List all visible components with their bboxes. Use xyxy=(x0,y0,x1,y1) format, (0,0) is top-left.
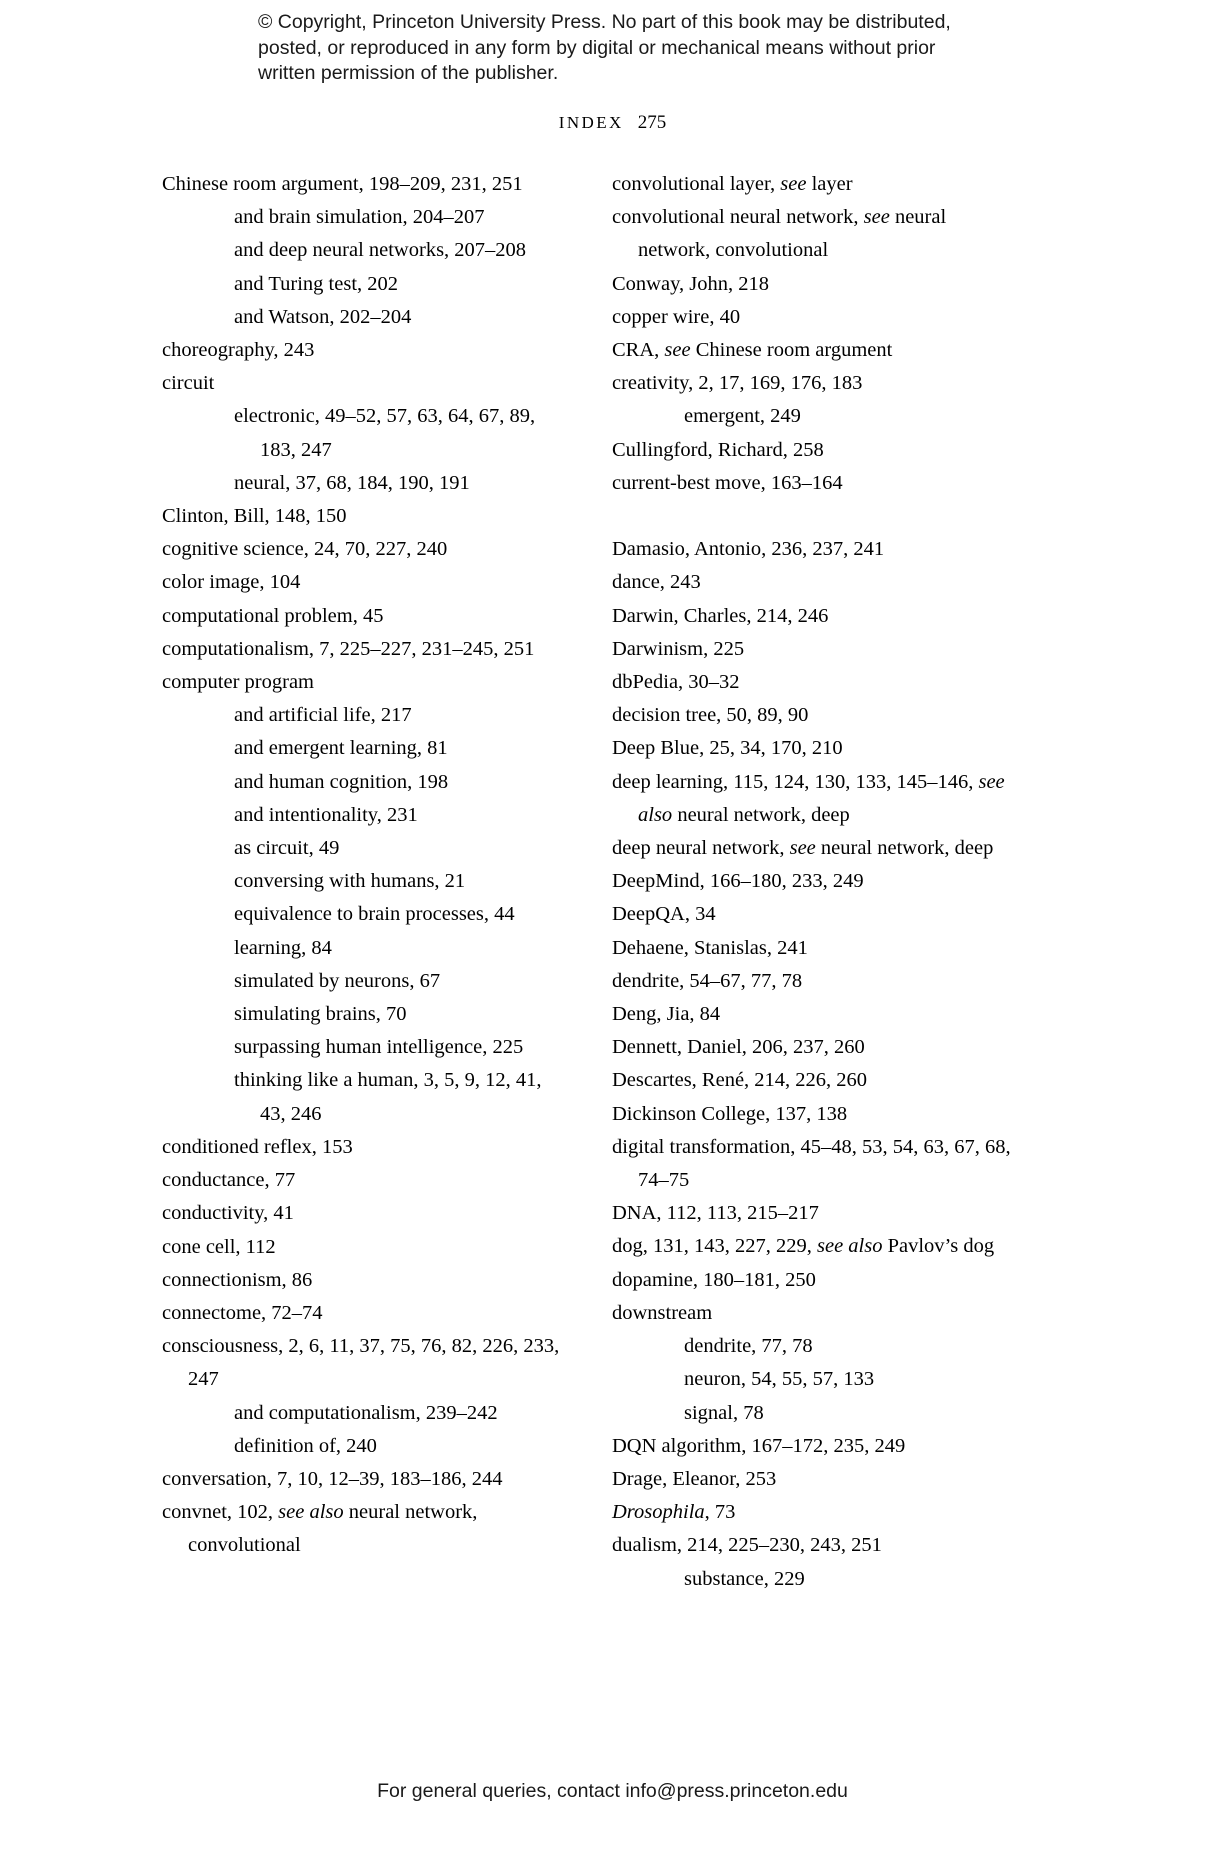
index-subentry: and Turing test, 202 xyxy=(234,272,399,295)
index-subentry: signal, 78 xyxy=(684,1401,764,1424)
index-entry: Dehaene, Stanislas, 241 xyxy=(612,936,808,959)
index-entry: computationalism, 7, 225–227, 231–245, 251 xyxy=(162,637,535,660)
index-subentry: equivalence to brain processes, 44 xyxy=(234,903,515,926)
index-subentry: and emergent learning, 81 xyxy=(234,737,448,760)
index-subentry: surpassing human intelligence, 225 xyxy=(234,1036,524,1059)
index-subentry: simulated by neurons, 67 xyxy=(234,969,441,992)
index-entry: Dickinson College, 137, 138 xyxy=(612,1102,848,1125)
index-entry: dance, 243 xyxy=(612,571,701,594)
index-entry: Drage, Eleanor, 253 xyxy=(612,1467,777,1490)
index-entry: conductivity, 41 xyxy=(162,1202,294,1225)
index-entry: dbPedia, 30–32 xyxy=(612,671,740,694)
index-entry: convolutional layer, see layer xyxy=(612,173,853,195)
index-entry: convolutional neural network, see neural network, convolutional xyxy=(612,206,947,262)
index-subentry: conversing with humans, 21 xyxy=(234,870,466,893)
index-entry: dendrite, 54–67, 77, 78 xyxy=(612,969,803,992)
index-entry: Deep Blue, 25, 34, 170, 210 xyxy=(612,737,843,760)
index-entry: Darwin, Charles, 214, 246 xyxy=(612,604,829,627)
index-subentry: dendrite, 77, 78 xyxy=(684,1335,813,1358)
index-subentry: definition of, 240 xyxy=(234,1434,377,1457)
index-entry: color image, 104 xyxy=(162,571,301,594)
index-entry: conversation, 7, 10, 12–39, 183–186, 244 xyxy=(162,1467,503,1490)
index-entry: Damasio, Antonio, 236, 237, 241 xyxy=(612,538,885,561)
index-subentry: and intentionality, 231 xyxy=(234,803,418,826)
index-entry: downstream xyxy=(612,1301,713,1324)
index-entry: digital transformation, 45–48, 53, 54, 63, 67, 68, 74–75 xyxy=(612,1135,1011,1192)
index-subentry: and Watson, 202–204 xyxy=(234,305,412,328)
index-entry: Darwinism, 225 xyxy=(612,637,745,660)
index-entry: consciousness, 2, 6, 11, 37, 75, 76, 82, 226, 233, 247 xyxy=(162,1335,560,1391)
index-column-right xyxy=(612,168,1022,1596)
index-entry: Chinese room argument, 198–209, 231, 251 xyxy=(162,173,523,195)
index-subentry: thinking like a human, 3, 5, 9, 12, 41, 43, 246 xyxy=(234,1069,542,1125)
page-number: 275 xyxy=(637,112,667,133)
index-entry: circuit xyxy=(162,372,215,395)
index-entry: conductance, 77 xyxy=(162,1169,296,1192)
index-subentry: neuron, 54, 55, 57, 133 xyxy=(684,1368,875,1391)
index-entry: Conway, John, 218 xyxy=(612,272,769,295)
index-subentry: and brain simulation, 204–207 xyxy=(234,206,485,229)
index-entry: Deng, Jia, 84 xyxy=(612,1003,721,1026)
index-subentry: emergent, 249 xyxy=(684,405,801,428)
index-entry: choreography, 243 xyxy=(162,339,315,362)
index-subentry: neural, 37, 68, 184, 190, 191 xyxy=(234,471,470,494)
index-entry: Dennett, Daniel, 206, 237, 260 xyxy=(612,1036,865,1059)
index-subentry: and deep neural networks, 207–208 xyxy=(234,239,527,262)
index-entry: DQN algorithm, 167–172, 235, 249 xyxy=(612,1434,906,1457)
index-entry: copper wire, 40 xyxy=(612,305,741,328)
index-columns xyxy=(0,168,1225,1590)
index-subentry: electronic, 49–52, 57, 63, 64, 67, 89, 183, 247 xyxy=(234,405,536,461)
footer-queries: For general queries, contact info@press.princeton.edu xyxy=(377,1780,848,1802)
running-head xyxy=(0,112,1225,134)
index-entry: cone cell, 112 xyxy=(162,1235,276,1258)
index-entry: deep learning, 115, 124, 130, 133, 145–146, see also neural network, deep xyxy=(612,770,1005,826)
index-subentry: and computationalism, 239–242 xyxy=(234,1401,498,1424)
index-entry: Descartes, René, 214, 226, 260 xyxy=(612,1069,868,1092)
index-subentry: simulating brains, 70 xyxy=(234,1003,407,1026)
index-entry: current-best move, 163–164 xyxy=(612,471,843,494)
index-entry: connectionism, 86 xyxy=(162,1268,313,1291)
index-entry: Drosophila, 73 xyxy=(612,1501,736,1524)
index-column-left xyxy=(162,168,572,1563)
index-entry: DNA, 112, 113, 215–217 xyxy=(612,1202,819,1225)
index-entry: CRA, see Chinese room argument xyxy=(612,339,893,362)
index-entry: creativity, 2, 17, 169, 176, 183 xyxy=(612,372,863,395)
index-entry: computer program xyxy=(162,671,314,694)
index-entry: Cullingford, Richard, 258 xyxy=(612,438,824,461)
index-subentry: learning, 84 xyxy=(234,936,332,959)
copyright-notice: © Copyright, Princeton University Press. No part of this book may be distributed, posted, or reproduced in any form by digital or mechanical means without prior written permission of the publisher. xyxy=(258,11,951,84)
index-entry: dopamine, 180–181, 250 xyxy=(612,1268,816,1291)
index-subentry: as circuit, 49 xyxy=(234,837,340,860)
index-subentry: and human cognition, 198 xyxy=(234,770,449,793)
index-entry: computational problem, 45 xyxy=(162,604,384,627)
index-entry: DeepMind, 166–180, 233, 249 xyxy=(612,870,864,893)
index-subentry: and artificial life, 217 xyxy=(234,704,412,727)
index-entry: conditioned reflex, 153 xyxy=(162,1135,353,1158)
index-entry: dog, 131, 143, 227, 229, see also Pavlov’s dog xyxy=(612,1235,995,1258)
index-entry: convnet, 102, see also neural network, convolutional xyxy=(162,1501,478,1557)
running-head-label: INDEX xyxy=(558,113,624,132)
index-entry: decision tree, 50, 89, 90 xyxy=(612,704,809,727)
index-entry: Clinton, Bill, 148, 150 xyxy=(162,505,347,528)
index-entry: DeepQA, 34 xyxy=(612,903,716,926)
index-letter-gap xyxy=(612,500,1022,533)
index-entry: cognitive science, 24, 70, 227, 240 xyxy=(162,538,448,561)
index-subentry: substance, 229 xyxy=(684,1567,805,1590)
index-entry: dualism, 214, 225–230, 243, 251 xyxy=(612,1534,882,1557)
index-entry: connectome, 72–74 xyxy=(162,1301,323,1324)
index-entry: deep neural network, see neural network, deep xyxy=(612,837,994,860)
